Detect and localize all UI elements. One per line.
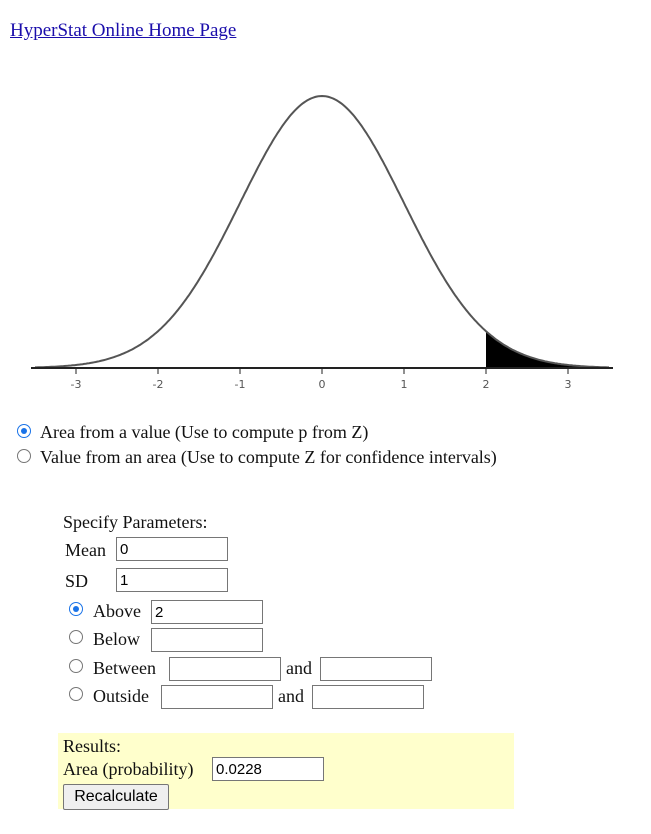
above-label: Above (93, 601, 141, 621)
x-tick-label: 3 (564, 378, 572, 391)
above-radio[interactable] (69, 602, 83, 616)
recalculate-button[interactable]: Recalculate (63, 784, 169, 810)
sd-label: SD (65, 571, 89, 591)
outside-input-1[interactable] (161, 685, 273, 709)
outside-and-label: and (278, 686, 304, 706)
below-radio[interactable] (69, 630, 83, 644)
mode-area-from-value-label: Area from a value (Use to compute p from Z) (40, 422, 369, 442)
normal-distribution-chart (0, 60, 651, 400)
between-input-1[interactable] (169, 657, 281, 681)
params-title: Specify Parameters: (63, 512, 208, 532)
mode-value-from-area-label: Value from an area (Use to compute Z for confidence intervals) (40, 447, 497, 467)
outside-radio[interactable] (69, 687, 83, 701)
mean-label: Mean (65, 540, 106, 560)
outside-input-2[interactable] (312, 685, 424, 709)
x-tick-label: 1 (400, 378, 408, 391)
x-tick-label: 2 (482, 378, 490, 391)
below-input[interactable] (151, 628, 263, 652)
area-probability-output[interactable] (212, 757, 324, 781)
above-input[interactable] (151, 600, 263, 624)
x-tick-label: 0 (318, 378, 326, 391)
x-tick-label: -3 (70, 378, 82, 391)
area-probability-label: Area (probability) (63, 759, 194, 779)
sd-input[interactable] (116, 568, 228, 592)
home-page-link[interactable]: HyperStat Online Home Page (10, 20, 237, 41)
results-title: Results: (63, 736, 122, 756)
between-label: Between (93, 658, 156, 678)
x-tick-label: -1 (234, 378, 246, 391)
mode-value-from-area-radio[interactable] (17, 449, 31, 463)
between-input-2[interactable] (320, 657, 432, 681)
between-radio[interactable] (69, 659, 83, 673)
mean-input[interactable] (116, 537, 228, 561)
x-axis-ticks (71, 368, 572, 391)
mode-area-from-value-radio[interactable] (17, 424, 31, 438)
outside-label: Outside (93, 686, 149, 706)
normal-curve (35, 96, 609, 367)
below-label: Below (93, 629, 140, 649)
x-tick-label: -2 (152, 378, 164, 391)
between-and-label: and (286, 658, 312, 678)
